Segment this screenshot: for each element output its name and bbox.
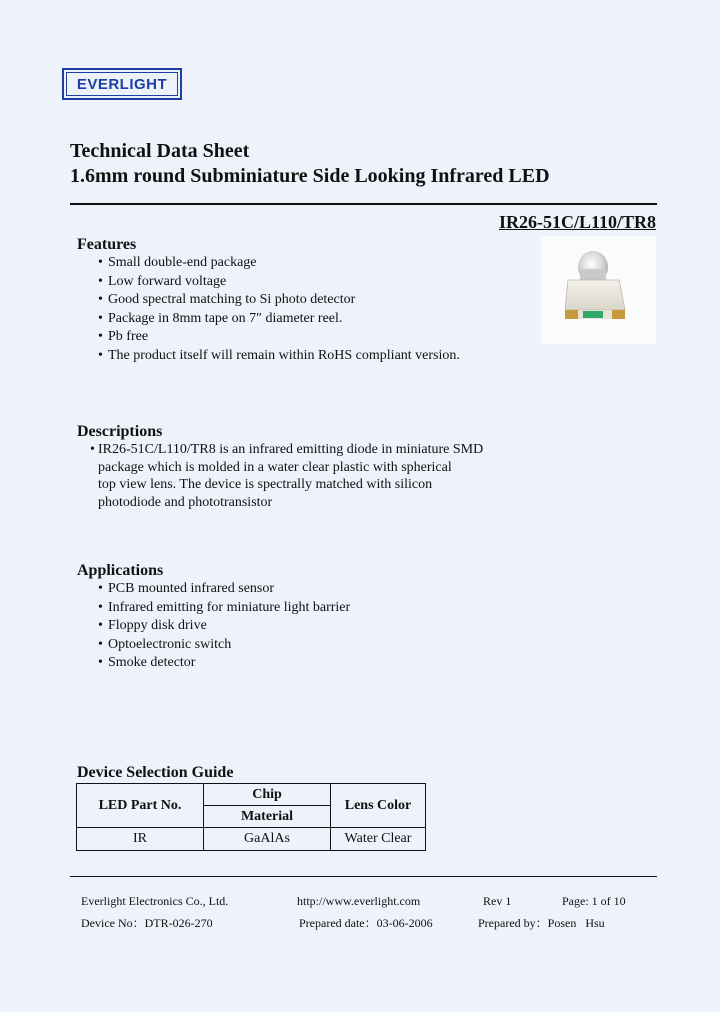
footer-prepared-by: Prepared by：Posen Hsu [478,916,605,930]
col-header-chip: Chip [204,784,331,806]
device-selection-heading: Device Selection Guide [77,764,234,781]
features-heading: Features [77,236,137,253]
list-item: • Good spectral matching to Si photo detector [98,291,460,310]
description-line: • IR26-51C/L110/TR8 is an infrared emitting diode in miniature SMD [90,441,520,459]
applications-heading: Applications [77,562,164,579]
footer-prepared-date: Prepared date：03-06-2006 [299,916,433,930]
cell-lens: Water Clear [331,828,426,851]
features-list [98,254,460,366]
title-divider [70,203,657,205]
product-photo [541,236,656,344]
applications-list [98,580,350,673]
cell-material: GaAlAs [204,828,331,851]
list-item: • Low forward voltage [98,273,460,292]
brand-logo [62,68,182,100]
list-item: • Smoke detector [98,654,350,673]
device-selection-table [76,783,426,851]
list-item: • Package in 8mm tape on 7″ diameter reel. [98,310,460,329]
description-line: package which is molded in a water clear plastic with spherical [98,459,452,475]
col-header-part: LED Part No. [77,784,204,828]
document-title: 1.6mm round Subminiature Side Looking Infrared LED [70,165,550,187]
list-item: • Optoelectronic switch [98,636,350,655]
footer-page-number: Page: 1 of 10 [562,894,626,908]
list-item: • Small double-end package [98,254,460,273]
brand-logo-text: EVERLIGHT [66,72,178,96]
col-header-material: Material [204,806,331,828]
descriptions-heading: Descriptions [77,423,163,440]
footer-device-number: Device No：DTR-026-270 [81,916,213,930]
document-type: Technical Data Sheet [70,140,250,162]
descriptions-text [90,441,520,511]
list-item: • Pb free [98,328,460,347]
list-item: • Floppy disk drive [98,617,350,636]
led-illustration [541,236,656,344]
description-line: top view lens. The device is spectrally matched with silicon [98,477,433,493]
cell-part: IR [77,828,204,851]
footer-url-link[interactable]: http://www.everlight.com [297,894,421,908]
list-item: • PCB mounted infrared sensor [98,580,350,599]
table-row [77,828,426,851]
footer-revision: Rev 1 [483,894,512,908]
footer-company: Everlight Electronics Co., Ltd. [81,894,229,908]
footer-divider [70,876,657,877]
list-item: • The product itself will remain within RoHS compliant version. [98,347,460,366]
description-line: photodiode and phototransistor [98,494,273,510]
col-header-lens: Lens Color [331,784,426,828]
list-item: • Infrared emitting for miniature light barrier [98,599,350,618]
part-number: IR26-51C/L110/TR8 [498,212,656,232]
